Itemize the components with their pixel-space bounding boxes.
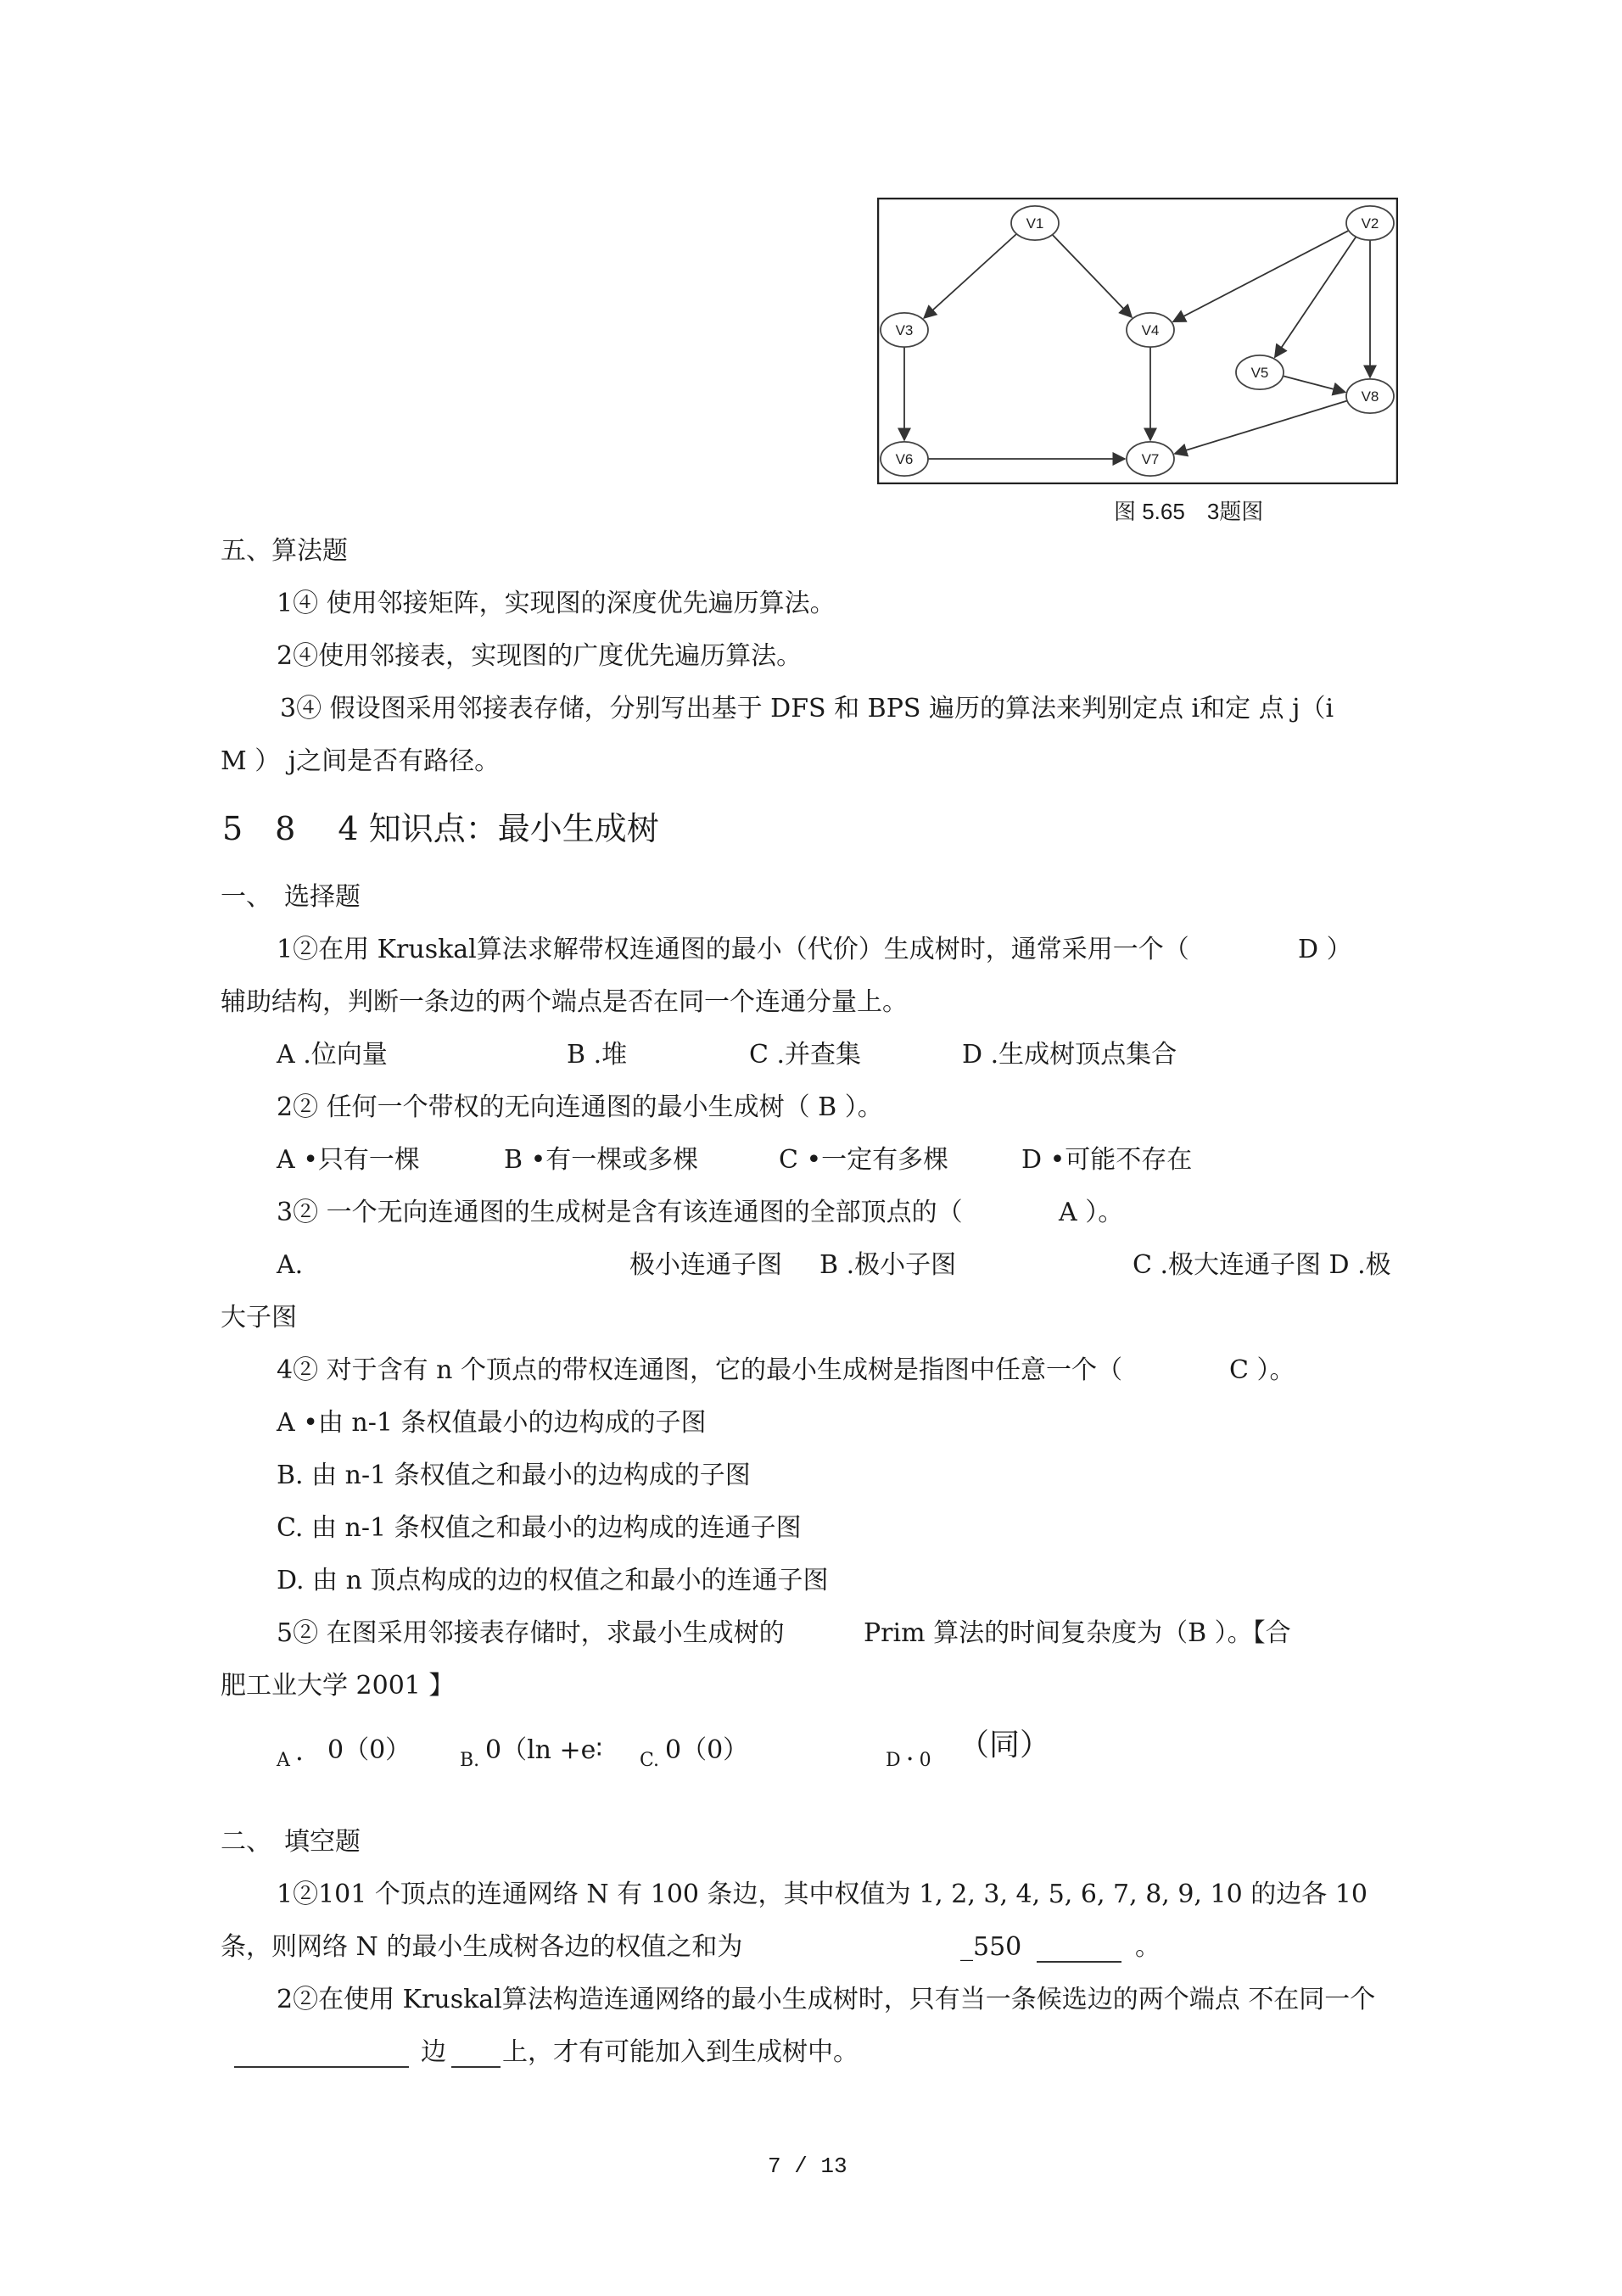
choice-q4-stem: 4② 对于含有 n 个顶点的带权连通图，它的最小生成树是指图中任意一个（ xyxy=(277,1355,1123,1385)
choice-q3-cont: 大子图 xyxy=(221,1303,297,1332)
graph-node-label: V7 xyxy=(1141,451,1160,467)
choice-q5-part1: 5② 在图采用邻接表存储时，求最小生成树的 xyxy=(277,1618,785,1648)
graph-node-label: V2 xyxy=(1361,215,1379,232)
choice-q5-cont: 肥工业大学 2001 】 xyxy=(221,1671,455,1701)
figure-caption: 图 5.65 3题图 xyxy=(1114,499,1264,524)
fill-q2-line2-b: 上，才有可能加入到生成树中。 xyxy=(502,2037,859,2067)
graph-edge xyxy=(1275,237,1356,357)
fill-q2-blank-1 xyxy=(234,2066,409,2068)
choice-q5-opt-d-value: （同） xyxy=(959,1728,1051,1763)
section5-q3-line1: 3④ 假设图采用邻接表存储，分别写出基于 DFS 和 BPS 遍历的算法来判别定点 i和定 点 j（i xyxy=(280,694,1334,723)
graph-edge xyxy=(1053,235,1132,317)
figure-graph xyxy=(877,198,1398,484)
choice-q2-opt-c: C •一定有多棵 xyxy=(779,1145,949,1175)
topic-heading: 5 8 4 知识点：最小生成树 xyxy=(222,810,659,847)
choice-q4-opt-d: D. 由 n 顶点构成的边的权值之和最小的连通子图 xyxy=(277,1566,829,1595)
choice-q1-opt-b: B .堆 xyxy=(567,1040,628,1070)
fill-heading: 二、 填空题 xyxy=(221,1827,361,1857)
graph-node-label: V5 xyxy=(1250,365,1269,381)
choice-q1-opt-a: A .位向量 xyxy=(277,1040,388,1070)
graph-node-label: V1 xyxy=(1026,215,1044,232)
choice-q4-answer: C ）。 xyxy=(1229,1355,1295,1385)
graph-svg xyxy=(877,198,1398,484)
graph-node-label: V8 xyxy=(1361,388,1379,405)
graph-node xyxy=(1236,355,1284,389)
graph-node xyxy=(1127,313,1174,347)
fill-q2-line1: 2②在使用 Kruskal算法构造连通网络的最小生成树时，只有当一条候选边的两个端点 不在同一个 xyxy=(277,1985,1376,2014)
choice-q4-opt-c: C. 由 n-1 条权值之和最小的边构成的连通子图 xyxy=(277,1513,802,1543)
choice-q5-opt-b-value: 0（ln +e∶ xyxy=(485,1735,603,1765)
choice-q1-line1: 1②在用 Kruskal算法求解带权连通图的最小（代价）生成树时，通常采用一个（ xyxy=(277,935,1189,964)
choice-q2-opt-b: B •有一棵或多棵 xyxy=(504,1145,699,1175)
fill-q2-line2-a: 边 xyxy=(421,2037,446,2067)
graph-node xyxy=(1011,206,1059,240)
choice-q3-answer: A ）。 xyxy=(1059,1198,1124,1227)
graph-node xyxy=(1346,379,1394,413)
choice-q5-opt-d-label: D・0 xyxy=(886,1750,931,1771)
fill-q1-answer: _550 xyxy=(960,1932,1022,1962)
choice-q3-stem: 3② 一个无向连通图的生成树是含有该连通图的全部顶点的（ xyxy=(277,1198,963,1227)
graph-node xyxy=(881,313,928,347)
choice-q1-answer: D ） xyxy=(1298,935,1352,964)
section5-q2: 2④使用邻接表，实现图的广度优先遍历算法。 xyxy=(277,641,803,671)
graph-edge xyxy=(924,234,1016,318)
choice-q1-line2: 辅助结构，判断一条边的两个端点是否在同一个连通分量上。 xyxy=(221,987,908,1017)
graph-node xyxy=(881,442,928,476)
graph-node-label: V6 xyxy=(895,451,914,467)
page-number: 7 / 13 xyxy=(768,2154,847,2179)
choice-q4-opt-b: B. 由 n-1 条权值之和最小的边构成的子图 xyxy=(277,1461,751,1490)
graph-edge xyxy=(1283,376,1345,392)
graph-node xyxy=(1346,206,1394,240)
graph-edge xyxy=(1173,231,1349,321)
section5-q3-line2: M ） j之间是否有路径。 xyxy=(221,746,501,776)
choice-q5-opt-b-label: B. xyxy=(460,1750,480,1771)
section5-heading: 五、算法题 xyxy=(221,536,348,566)
choice-q5-opt-c-value: 0（0） xyxy=(665,1735,749,1765)
choice-q5-opt-c-label: C. xyxy=(640,1750,660,1771)
choice-q3-opt-a-text: 极小连通子图 xyxy=(629,1250,782,1280)
choice-q3-opt-cd: C .极大连通子图 D .极 xyxy=(1133,1250,1391,1280)
choice-q3-opt-b: B .极小子图 xyxy=(819,1250,957,1280)
choice-q3-opt-a-label: A. xyxy=(277,1250,304,1280)
choice-q2-opt-a: A •只有一棵 xyxy=(277,1145,420,1175)
graph-node xyxy=(1127,442,1174,476)
graph-edge xyxy=(1175,401,1347,454)
choice-q5-part2: Prim 算法的时间复杂度为（B ）。【合 xyxy=(864,1618,1291,1648)
fill-q2-blank-2 xyxy=(451,2066,501,2068)
choice-q2: 2② 任何一个带权的无向连通图的最小生成树（ B ）。 xyxy=(277,1092,883,1122)
graph-node-label: V3 xyxy=(895,322,914,338)
choice-q5-opt-a-value: 0（0） xyxy=(327,1735,411,1765)
section5-q1: 1④ 使用邻接矩阵，实现图的深度优先遍历算法。 xyxy=(277,589,836,618)
choice-q5-opt-a-label: A・ xyxy=(277,1750,309,1771)
choice-heading: 一、 选择题 xyxy=(221,882,361,912)
fill-q1-end: 。 xyxy=(1135,1932,1161,1962)
fill-q1-line2-a: 条，则网络 N 的最小生成树各边的权值之和为 xyxy=(221,1932,743,1962)
graph-node-label: V4 xyxy=(1141,322,1160,338)
fill-q1-line1: 1②101 个顶点的连通网络 N 有 100 条边，其中权值为 1, 2, 3, 4, 5, 6, 7, 8, 9, 10 的边各 10 xyxy=(277,1880,1368,1909)
choice-q2-opt-d: D •可能不存在 xyxy=(1021,1145,1193,1175)
fill-q1-blank xyxy=(1037,1961,1121,1963)
choice-q4-opt-a: A •由 n-1 条权值最小的边构成的子图 xyxy=(277,1408,707,1438)
choice-q1-opt-c: C .并查集 xyxy=(749,1040,862,1070)
choice-q1-opt-d: D .生成树顶点集合 xyxy=(962,1040,1177,1070)
